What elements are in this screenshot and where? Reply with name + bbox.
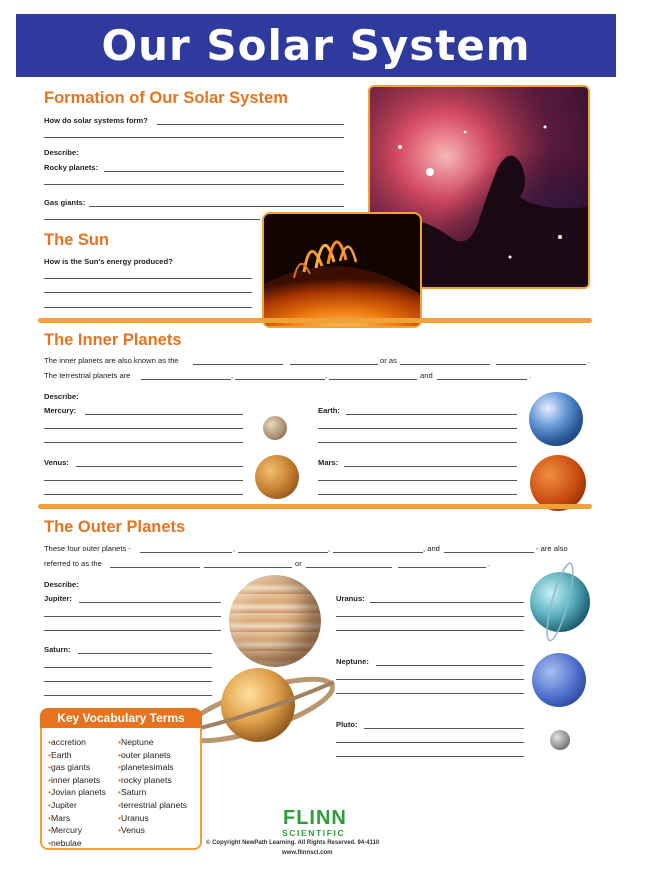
answer-line[interactable] [44, 442, 243, 443]
answer-line[interactable] [79, 602, 221, 603]
venus-label: Venus: [44, 458, 69, 467]
outer-referred-text: referred to as the [44, 559, 102, 568]
sun-surface-image [262, 212, 422, 328]
earth-label: Earth: [318, 406, 340, 415]
answer-line[interactable] [318, 442, 517, 443]
vocab-term: • accretion [48, 736, 106, 749]
answer-line[interactable] [364, 728, 524, 729]
answer-line[interactable] [336, 742, 524, 743]
saturn-image [178, 660, 338, 755]
vocab-term: • terrestrial planets [118, 799, 187, 812]
answer-line[interactable] [44, 630, 221, 631]
answer-line[interactable] [318, 428, 517, 429]
neptune-image [532, 653, 586, 707]
neptune-label: Neptune: [336, 657, 369, 666]
vocab-term: • Venus [118, 824, 187, 837]
website-link[interactable]: www.flinnsci.com [282, 850, 333, 856]
answer-line[interactable] [89, 206, 344, 207]
answer-line[interactable] [44, 616, 221, 617]
answer-line[interactable] [204, 567, 292, 568]
pluto-image [550, 730, 570, 750]
answer-line[interactable] [336, 693, 524, 694]
answer-line[interactable] [110, 567, 200, 568]
earth-image [529, 392, 583, 446]
answer-line[interactable] [376, 665, 524, 666]
uranus-label: Uranus: [336, 594, 365, 603]
answer-line[interactable] [44, 137, 344, 138]
answer-line[interactable] [444, 552, 534, 553]
vocab-term: • Saturn [118, 786, 187, 799]
mercury-label: Mercury: [44, 406, 77, 415]
answer-line[interactable] [400, 364, 490, 365]
inner-or-as-text: or as [380, 356, 397, 365]
outer-describe-label: Describe: [44, 580, 79, 589]
answer-line[interactable] [437, 379, 527, 380]
formation-question: How do solar systems form? [44, 116, 148, 125]
answer-line[interactable] [44, 292, 252, 293]
vocabulary-column-2 [118, 736, 187, 837]
section-divider [38, 318, 592, 323]
inner-intro-text: The inner planets are also known as the [44, 356, 179, 365]
answer-line[interactable] [336, 679, 524, 680]
vocab-term: • Neptune [118, 736, 187, 749]
terrestrial-and-text: and [420, 371, 433, 380]
answer-line[interactable] [306, 567, 392, 568]
title-banner [16, 14, 616, 77]
answer-line[interactable] [398, 567, 486, 568]
answer-line[interactable] [193, 364, 283, 365]
answer-line[interactable] [329, 379, 417, 380]
mercury-image [263, 416, 287, 440]
answer-line[interactable] [140, 552, 232, 553]
uranus-image [522, 560, 594, 645]
answer-line[interactable] [318, 494, 517, 495]
copyright-text: © Copyright NewPath Learning. All Rights Reserved. 94-4110 [206, 840, 380, 846]
outer-planets-heading: The Outer Planets [44, 518, 186, 536]
answer-line[interactable] [496, 364, 586, 365]
vocab-term: • Earth [48, 749, 106, 762]
venus-image [255, 455, 299, 499]
answer-line[interactable] [44, 219, 260, 220]
answer-line[interactable] [44, 184, 344, 185]
answer-line[interactable] [78, 653, 212, 654]
answer-line[interactable] [344, 466, 517, 467]
vocab-term: • gas giants [48, 761, 106, 774]
answer-line[interactable] [333, 552, 423, 553]
vocab-term: • Jovian planets [48, 786, 106, 799]
vocab-term: • nebulae [48, 837, 106, 850]
mars-image [530, 455, 586, 511]
vocab-term: • planetesimals [118, 761, 187, 774]
outer-and-text: , and [423, 544, 440, 553]
answer-line[interactable] [370, 602, 524, 603]
answer-line[interactable] [336, 630, 524, 631]
outer-intro-text: These four outer planets - [44, 544, 131, 553]
answer-line[interactable] [85, 414, 243, 415]
gas-giants-label: Gas giants: [44, 198, 86, 207]
inner-describe-label: Describe: [44, 392, 79, 401]
formation-describe-label: Describe: [44, 148, 79, 157]
flinn-logo-subtitle: SCIENTIFIC [282, 828, 346, 838]
answer-line[interactable] [104, 171, 344, 172]
vocabulary-column-1 [48, 736, 106, 849]
vocab-term: • Mars [48, 812, 106, 825]
answer-line[interactable] [336, 616, 524, 617]
mars-label: Mars: [318, 458, 339, 467]
vocab-term: • outer planets [118, 749, 187, 762]
saturn-label: Saturn: [44, 645, 71, 654]
rocky-planets-label: Rocky planets: [44, 163, 99, 172]
answer-line[interactable] [290, 364, 378, 365]
page-title: Our Solar System [101, 21, 531, 70]
vocab-term: • Jupiter [48, 799, 106, 812]
outer-also-text: - are also [536, 544, 568, 553]
answer-line[interactable] [157, 124, 344, 125]
answer-line[interactable] [318, 480, 517, 481]
answer-line[interactable] [44, 428, 243, 429]
sun-heading: The Sun [44, 231, 110, 249]
jupiter-label: Jupiter: [44, 594, 72, 603]
section-divider [38, 504, 592, 509]
flinn-logo: FLINN [283, 807, 347, 829]
answer-line[interactable] [141, 379, 231, 380]
jupiter-image [229, 575, 321, 667]
answer-line[interactable] [235, 379, 325, 380]
sun-question: How is the Sun's energy produced? [44, 257, 173, 266]
formation-heading: Formation of Our Solar System [44, 89, 288, 107]
answer-line[interactable] [44, 480, 243, 481]
answer-line[interactable] [44, 278, 252, 279]
answer-line[interactable] [76, 466, 243, 467]
vocabulary-heading: Key Vocabulary Terms [40, 708, 202, 728]
inner-planets-heading: The Inner Planets [44, 331, 182, 349]
answer-line[interactable] [336, 756, 524, 757]
vocabulary-box [40, 708, 202, 850]
outer-or-text: or [295, 559, 302, 568]
vocab-term: • Mercury [48, 824, 106, 837]
answer-line[interactable] [346, 414, 517, 415]
vocab-term: • inner planets [48, 774, 106, 787]
vocab-term: • Uranus [118, 812, 187, 825]
answer-line[interactable] [44, 494, 243, 495]
terrestrial-text: The terrestrial planets are [44, 371, 131, 380]
pluto-label: Pluto: [336, 720, 358, 729]
answer-line[interactable] [44, 307, 252, 308]
answer-line[interactable] [238, 552, 328, 553]
vocab-term: • rocky planets [118, 774, 187, 787]
